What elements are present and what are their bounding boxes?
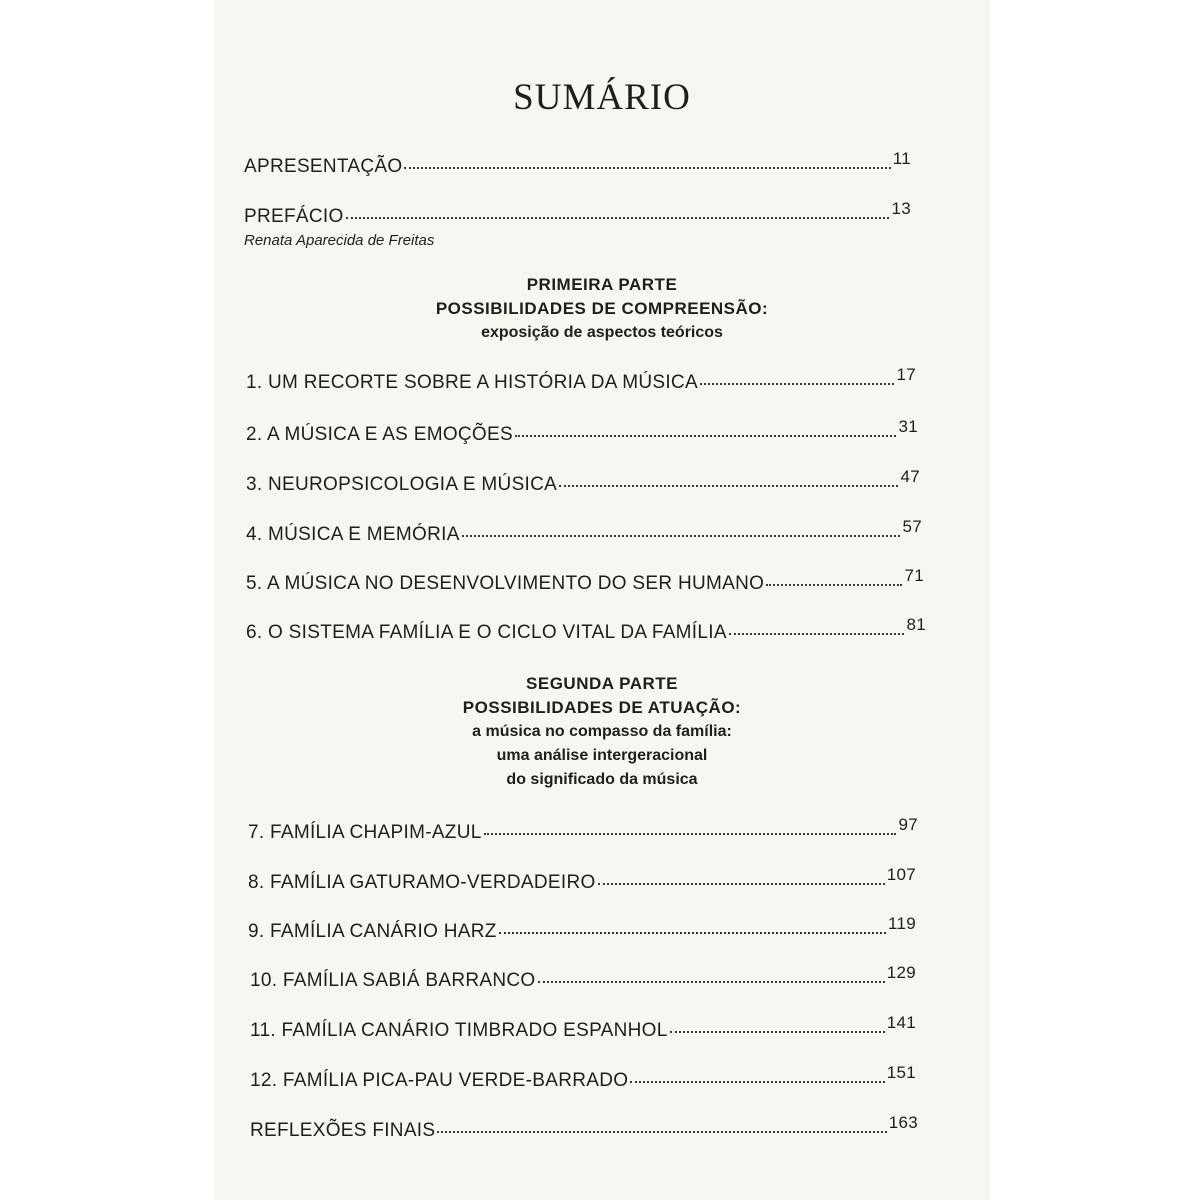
part-title: POSSIBILIDADES DE ATUAÇÃO: xyxy=(462,698,742,717)
toc-entry-chapter-11 xyxy=(250,1013,916,1042)
toc-entry-page: 13 xyxy=(891,199,911,218)
dot-leader xyxy=(404,167,890,169)
toc-entry-label: 3. NEUROPSICOLOGIA E MÚSICA xyxy=(246,474,558,495)
dot-leader xyxy=(700,383,895,385)
toc-entry-chapter-2 xyxy=(246,417,918,446)
dot-leader xyxy=(670,1031,885,1033)
toc-entry-label: 10. FAMÍLIA SABIÁ BARRANCO xyxy=(250,970,536,991)
toc-entry-page: 107 xyxy=(886,865,916,884)
part-title: POSSIBILIDADES DE COMPREENSÃO: xyxy=(435,299,769,318)
toc-entry-page: 71 xyxy=(904,566,924,585)
dot-leader xyxy=(346,217,890,219)
toc-entry-page: 31 xyxy=(898,417,918,436)
toc-entry-page: 47 xyxy=(900,467,920,486)
toc-entry-chapter-3 xyxy=(246,467,920,496)
toc-entry-page: 97 xyxy=(898,815,918,834)
toc-entry-page: 129 xyxy=(886,963,916,982)
dot-leader xyxy=(462,535,901,537)
part-label: PRIMEIRA PARTE xyxy=(526,275,678,294)
toc-entry-chapter-1 xyxy=(246,365,916,394)
toc-entry-label: 4. MÚSICA E MEMÓRIA xyxy=(246,524,460,545)
toc-entry-apresentacao xyxy=(244,149,911,178)
toc-entry-chapter-4 xyxy=(246,517,922,546)
part-subtitle-line: do significado da música xyxy=(506,771,698,788)
toc-entry-chapter-6 xyxy=(246,615,926,644)
toc-entry-label: 9. FAMÍLIA CANÁRIO HARZ xyxy=(248,921,497,942)
toc-entry-label: 7. FAMÍLIA CHAPIM-AZUL xyxy=(248,822,482,843)
part-subtitle-line: a música no compasso da família: xyxy=(472,723,732,740)
toc-entry-page: 163 xyxy=(888,1113,918,1132)
page-title: SUMÁRIO xyxy=(513,77,691,118)
toc-entry-chapter-7 xyxy=(248,815,918,844)
dot-leader xyxy=(437,1131,886,1133)
preface-author: Renata Aparecida de Freitas xyxy=(244,232,435,249)
toc-entry-chapter-12 xyxy=(250,1063,916,1092)
toc-entry-label: 6. O SISTEMA FAMÍLIA E O CICLO VITAL DA FAMÍLIA xyxy=(246,622,727,643)
part-two-heading xyxy=(214,672,990,792)
toc-entry-page: 17 xyxy=(896,365,916,384)
dot-leader xyxy=(630,1081,884,1083)
dot-leader xyxy=(538,981,885,983)
dot-leader xyxy=(729,633,905,635)
toc-entry-label: APRESENTAÇÃO xyxy=(244,156,403,177)
toc-entry-page: 57 xyxy=(902,517,922,536)
toc-entry-label: 8. FAMÍLIA GATURAMO-VERDADEIRO xyxy=(248,872,596,893)
toc-entry-chapter-8 xyxy=(248,865,916,894)
part-subtitle-line: uma análise intergeracional xyxy=(496,747,708,764)
dot-leader xyxy=(499,932,886,934)
toc-entry-page: 151 xyxy=(886,1063,916,1082)
part-subtitle: exposição de aspectos teóricos xyxy=(481,324,723,341)
toc-entry-page: 119 xyxy=(887,914,916,933)
toc-entry-label: 1. UM RECORTE SOBRE A HISTÓRIA DA MÚSICA xyxy=(246,372,698,393)
toc-entry-label: PREFÁCIO xyxy=(244,206,344,227)
toc-entry-chapter-9 xyxy=(248,914,916,943)
toc-entry-label: 12. FAMÍLIA PICA-PAU VERDE-BARRADO xyxy=(250,1070,629,1091)
toc-entry-chapter-5 xyxy=(246,566,924,595)
toc-entry-label: 2. A MÚSICA E AS EMOÇÕES xyxy=(246,424,513,445)
toc-entry-label: REFLEXÕES FINAIS xyxy=(250,1120,436,1141)
dot-leader xyxy=(484,833,897,835)
toc-entry-chapter-10 xyxy=(250,963,916,992)
toc-entry-label: 5. A MÚSICA NO DESENVOLVIMENTO DO SER HUMANO xyxy=(246,573,765,594)
toc-entry-page: 11 xyxy=(892,149,911,168)
dot-leader xyxy=(766,584,902,586)
dot-leader xyxy=(559,485,898,487)
toc-entry-page: 81 xyxy=(906,615,926,634)
book-page xyxy=(214,0,990,1200)
part-one-heading xyxy=(214,273,990,345)
toc-entry-reflexoes-finais xyxy=(250,1113,918,1142)
dot-leader xyxy=(515,435,897,437)
toc-entry-prefacio xyxy=(244,199,911,228)
part-label: SEGUNDA PARTE xyxy=(526,674,678,693)
dot-leader xyxy=(598,883,885,885)
toc-entry-label: 11. FAMÍLIA CANÁRIO TIMBRADO ESPANHOL xyxy=(250,1020,668,1041)
toc-entry-page: 141 xyxy=(886,1013,916,1032)
